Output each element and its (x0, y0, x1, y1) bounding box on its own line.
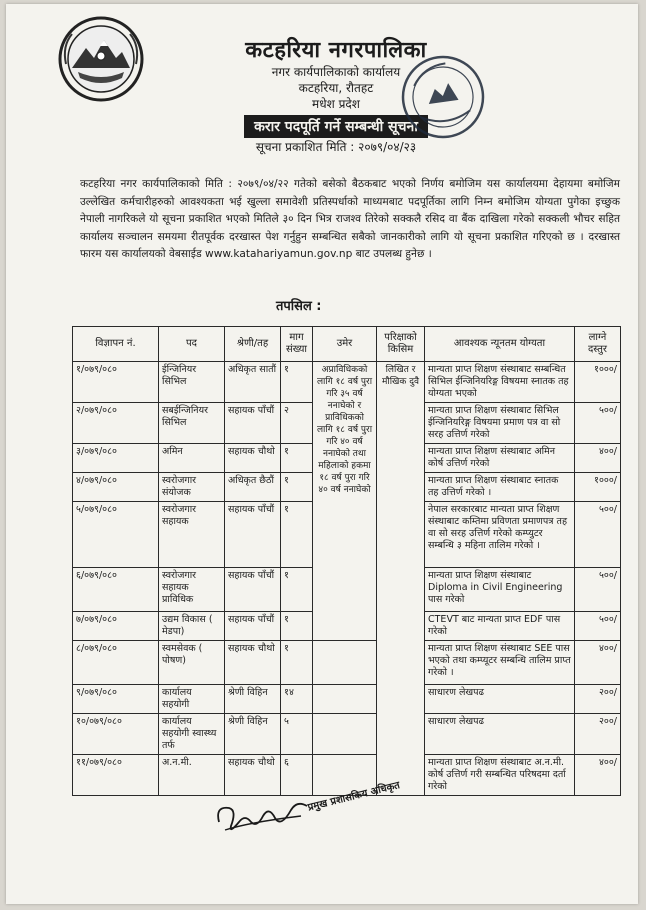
cell-fee: ५००/ (575, 568, 621, 612)
vacancy-table (72, 326, 621, 796)
cell-fee: १०००/ (575, 473, 621, 502)
cell-ad-number: ५/०७९/०८० (73, 502, 159, 568)
cell-post: स्वरोजगार सहायक प्राविधिक (159, 568, 225, 612)
cell-ad-number: ३/०७९/०८० (73, 444, 159, 473)
cell-count: २ (281, 403, 313, 444)
cell-level: सहायक पाँचौं (225, 502, 281, 568)
cell-qualification: साधारण लेखपढ (425, 685, 575, 714)
cell-age-empty (313, 685, 377, 714)
table-row (73, 362, 621, 403)
document-page (6, 4, 638, 904)
cell-fee: ४००/ (575, 641, 621, 685)
header-qualification: आवश्यक न्यूनतम योग्यता (425, 327, 575, 362)
cell-count: १ (281, 502, 313, 568)
cell-level: सहायक पाँचौं (225, 612, 281, 641)
cell-qualification: CTEVT बाट मान्यता प्राप्त EDF पास गरेको (425, 612, 575, 641)
cell-ad-number: ८/०७९/०८० (73, 641, 159, 685)
cell-ad-number: ९/०७९/०८० (73, 685, 159, 714)
cell-count: १ (281, 568, 313, 612)
cell-post: स्वमसेवक ( पोषण) (159, 641, 225, 685)
signatory-role: प्रमुख प्रशासकिय अधिकृत (306, 780, 402, 814)
handwritten-signature (211, 792, 321, 842)
cell-level: अधिकृत छैठौं (225, 473, 281, 502)
table-row (73, 685, 621, 714)
header-fee: लाग्ने दस्तुर (575, 327, 621, 362)
cell-qualification: मान्यता प्राप्त शिक्षण संस्थाबाट सम्बन्धित सिभिल ईन्जिनियरिङ्ग विषयमा स्नातक तह योग्यता भएको (425, 362, 575, 403)
header-count: माग संख्या (281, 327, 313, 362)
cell-level: सहायक चौथो (225, 641, 281, 685)
cell-exam-type: लिखित र मौखिक दुवै (377, 362, 425, 796)
cell-count: १ (281, 641, 313, 685)
cell-ad-number: १०/०७९/०८० (73, 714, 159, 755)
published-date: सूचना प्रकाशित मिति : २०७९/०४/२३ (255, 140, 417, 154)
cell-ad-number: ६/०७९/०८० (73, 568, 159, 612)
cell-count: १ (281, 473, 313, 502)
cell-count: १४ (281, 685, 313, 714)
table-row (73, 641, 621, 685)
cell-ad-number: २/०७९/०८० (73, 403, 159, 444)
cell-post: अमिन (159, 444, 225, 473)
cell-qualification: मान्यता प्राप्त शिक्षण संस्थाबाट अ.न.मी. कोर्ष उत्तिर्ण गरी सम्बन्धित परिषदमा दर्ता गरेको (425, 755, 575, 796)
cell-fee: २००/ (575, 685, 621, 714)
cell-count: १ (281, 612, 313, 641)
cell-level: सहायक पाँचौं (225, 403, 281, 444)
header-ad-number: विज्ञापन नं. (73, 327, 159, 362)
cell-level: अधिकृत सातौं (225, 362, 281, 403)
cell-ad-number: ४/०७९/०८० (73, 473, 159, 502)
cell-post: अ.न.मी. (159, 755, 225, 796)
header-age: उमेर (313, 327, 377, 362)
cell-count: १ (281, 362, 313, 403)
office-name: नगर कार्यपालिकाको कार्यालय (271, 65, 401, 79)
cell-ad-number: १/०७९/०८० (73, 362, 159, 403)
cell-qualification: मान्यता प्राप्त शिक्षण संस्थाबाट अमिन कोर्ष उत्तिर्ण गरेको (425, 444, 575, 473)
cell-level: श्रेणी विहिन (225, 685, 281, 714)
cell-post: स्वरोजगार सहायक (159, 502, 225, 568)
notice-body: कटहरिया नगर कार्यपालिकाको मिति : २०७९/०४/२२ गतेको बसेको बैठकबाट भएको निर्णय बमोजिम यस कार्यालयमा देहायमा बमोजिम उल्लेखित कर्मचारीहरुको आवश्यकता भई खुल्ला समावेशी प्रतिस्पर्धाको माध्यमबाट पदपूर्तिका लागि निम्न बमोजिम योग्यता पुगेका इच्छुक नेपाली नागरिकले यो सूचना प्रकाशित भएको मितिले ३० दिन भित्र राजश्व तिरेको सक्कलै रसिद वा बैंक दाखिला गरेको सक्कली भौचर सहित कार्यालय सञ्चालन समयमा रीतपूर्वक दरखास्त पेश गर्नुहुन सम्बन्धित सबैको जानकारीको लागि यो सूचना प्रकाशित गरिएको छ । दरखास्त फारम यस कार्यालयको वेबसाईड www.katahariyamun.gov.np बाट उपलब्ध हुनेछ । (80, 178, 620, 260)
cell-post: सबईन्जिनियर सिभिल (159, 403, 225, 444)
cell-fee: १०००/ (575, 362, 621, 403)
cell-qualification: मान्यता प्राप्त शिक्षण संस्थाबाट Diploma in Civil Engineering पास गरेको (425, 568, 575, 612)
cell-post: ईन्जिनियर सिभिल (159, 362, 225, 403)
header-post: पद (159, 327, 225, 362)
vacancy-rows (73, 362, 621, 796)
cell-level: श्रेणी विहिन (225, 714, 281, 755)
cell-qualification: नेपाल सरकारबाट मान्यता प्राप्त शिक्षण संस्थाबाट कम्तिमा प्रविणता प्रमाणपत्र तह वा सो सरह उत्तिर्ण गरेको कम्प्युटर सम्बन्धि ३ महिना तालिम गरेको । (425, 502, 575, 568)
office-stamp (392, 46, 494, 148)
table-header-row (73, 327, 621, 362)
municipality-logo (58, 16, 144, 102)
cell-ad-number: ७/०७९/०८० (73, 612, 159, 641)
office-location: कटहरिया, रौतहट (298, 81, 374, 95)
cell-fee: ४००/ (575, 755, 621, 796)
cell-level: सहायक चौथो (225, 755, 281, 796)
cell-post: स्वरोजगार संयोजक (159, 473, 225, 502)
cell-level: सहायक पाँचौं (225, 568, 281, 612)
notice-banner: करार पदपूर्ति गर्ने सम्बन्धी सूचना (244, 115, 428, 138)
cell-post: उद्यम विकास ( मेडपा) (159, 612, 225, 641)
cell-fee: ५००/ (575, 502, 621, 568)
header-level: श्रेणी/तह (225, 327, 281, 362)
cell-count: १ (281, 444, 313, 473)
cell-qualification: मान्यता प्राप्त शिक्षण संस्थाबाट स्नातक तह उत्तिर्ण गरेको । (425, 473, 575, 502)
cell-fee: ५००/ (575, 612, 621, 641)
cell-age-empty (313, 714, 377, 755)
office-province: मधेश प्रदेश (312, 97, 360, 111)
cell-fee: ४००/ (575, 444, 621, 473)
cell-ad-number: ११/०७९/०८० (73, 755, 159, 796)
cell-count: ५ (281, 714, 313, 755)
cell-fee: २००/ (575, 714, 621, 755)
cell-qualification: मान्यता प्राप्त शिक्षण संस्थाबाट SEE पास भएको तथा कम्प्यूटर सम्बन्धि तालिम प्राप्त गरेको । (425, 641, 575, 685)
cell-post: कार्यालय सहयोगी (159, 685, 225, 714)
details-label: तपसिल : (276, 299, 322, 314)
municipality-title: कटहरिया नगरपालिका (245, 38, 427, 63)
table-row (73, 714, 621, 755)
cell-age-requirement: अप्राविधिकको लागि १८ वर्ष पुरा गरि ३५ वर्ष ननाघेको र प्राविधिकको लागि १८ वर्ष पुरा गरि ४० वर्ष ननाघेको तथा महिलाको हकमा १८ वर्ष पुरा गरि ४० वर्ष ननाघेको (313, 362, 377, 641)
cell-post: कार्यालय सहयोगी स्वास्थ्य तर्फ (159, 714, 225, 755)
cell-level: सहायक चौथो (225, 444, 281, 473)
cell-fee: ५००/ (575, 403, 621, 444)
header-exam-type: परिक्षाको किसिम (377, 327, 425, 362)
cell-count: ६ (281, 755, 313, 796)
cell-age-empty (313, 641, 377, 685)
cell-qualification: मान्यता प्राप्त शिक्षण संस्थाबाट सिभिल ईन्जिनियरिङ्ग विषयमा प्रमाण पत्र वा सो सरह उत्तिर्ण गरेको (425, 403, 575, 444)
cell-qualification: साधारण लेखपढ (425, 714, 575, 755)
